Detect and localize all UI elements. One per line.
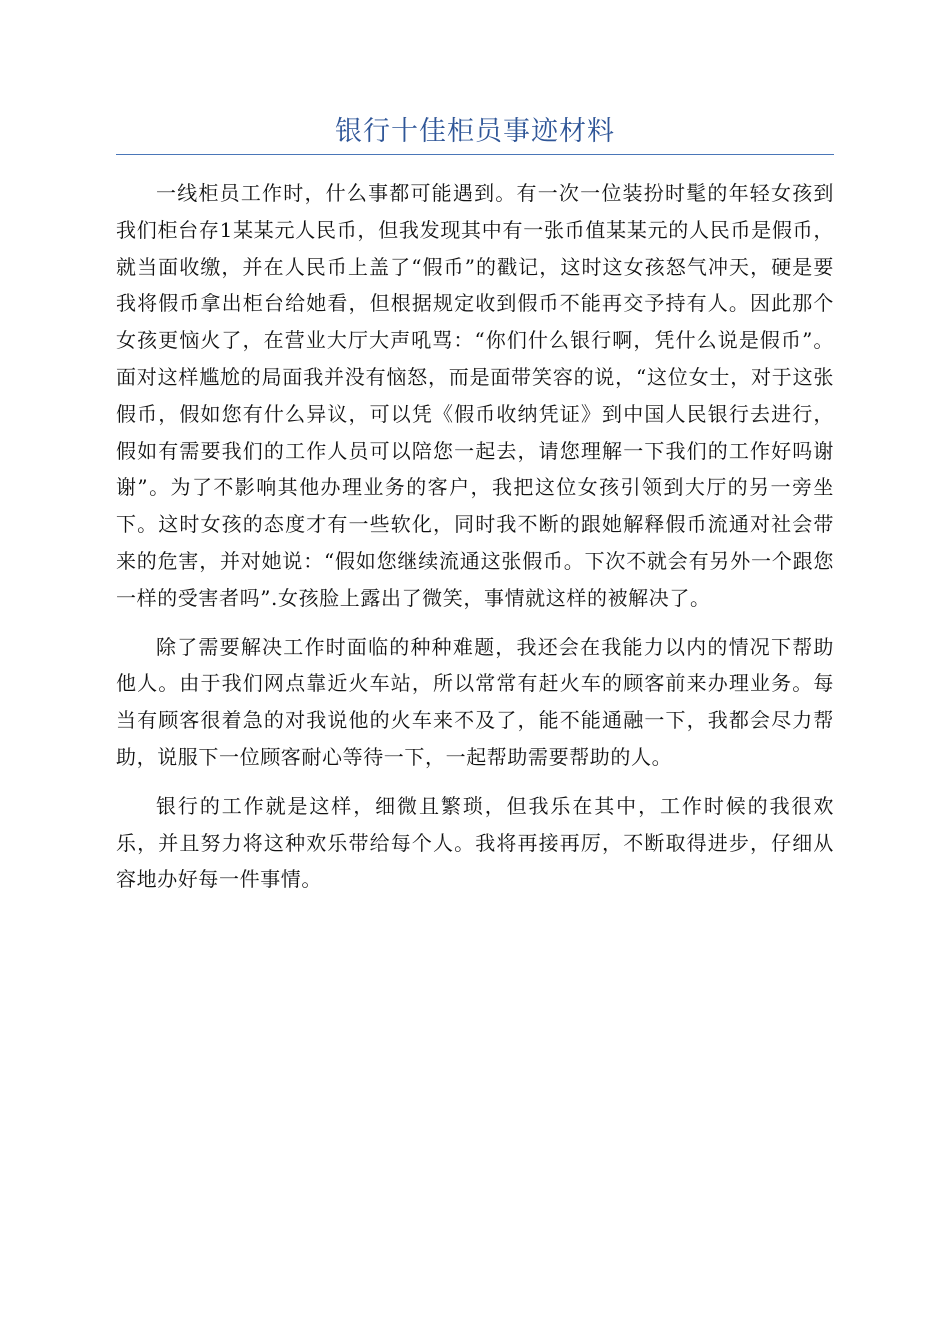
title-underline — [116, 154, 834, 155]
paragraph-counterfeit-incident: 一线柜员工作时，什么事都可能遇到。有一次一位装扮时髦的年轻女孩到我们柜台存1某某元人民币，但我发现其中有一张币值某某元的人民币是假币，就当面收缴，并在人民币上盖了“假币”的戳记，这时这女孩怒气冲天，硬是要我将假币拿出柜台给她看，但根据规定收到假币不能再交予持有人。因此那个女孩更恼火了，在营业大厅大声吼骂：“你们什么银行啊，凭什么说是假币”。面对这样尴尬的局面我并没有恼怒，而是面带笑容的说，“这位女士，对于这张假币，假如您有什么异议，可以凭《假币收纳凭证》到中国人民银行去进行，假如有需要我们的工作人员可以陪您一起去，请您理解一下我们的工作好吗谢谢”。为了不影响其他办理业务的客户，我把这位女孩引领到大厅的另一旁坐下。这时女孩的态度才有一些软化，同时我不断的跟她解释假币流通对社会带来的危害，并对她说：“假如您继续流通这张假币。下次不就会有另外一个跟您一样的受害者吗”.女孩脸上露出了微笑，事情就这样的被解决了。 — [116, 181, 834, 610]
document-title: 银行十佳柜员事迹材料 — [335, 116, 615, 147]
paragraph-helping-customers: 除了需要解决工作时面临的种种难题，我还会在我能力以内的情况下帮助他人。由于我们网点靠近火车站，所以常常有赶火车的顾客前来办理业务。每当有顾客很着急的对我说他的火车来不及了，能不能通融一下，我都会尽力帮助，说服下一位顾客耐心等待一下，一起帮助需要帮助的人。 — [116, 634, 834, 769]
document-body — [116, 175, 834, 910]
paragraph-conclusion: 银行的工作就是这样，细微且繁琐，但我乐在其中，工作时候的我很欢乐，并且努力将这种欢乐带给每个人。我将再接再厉，不断取得进步，仔细从容地办好每一件事情。 — [116, 793, 834, 892]
